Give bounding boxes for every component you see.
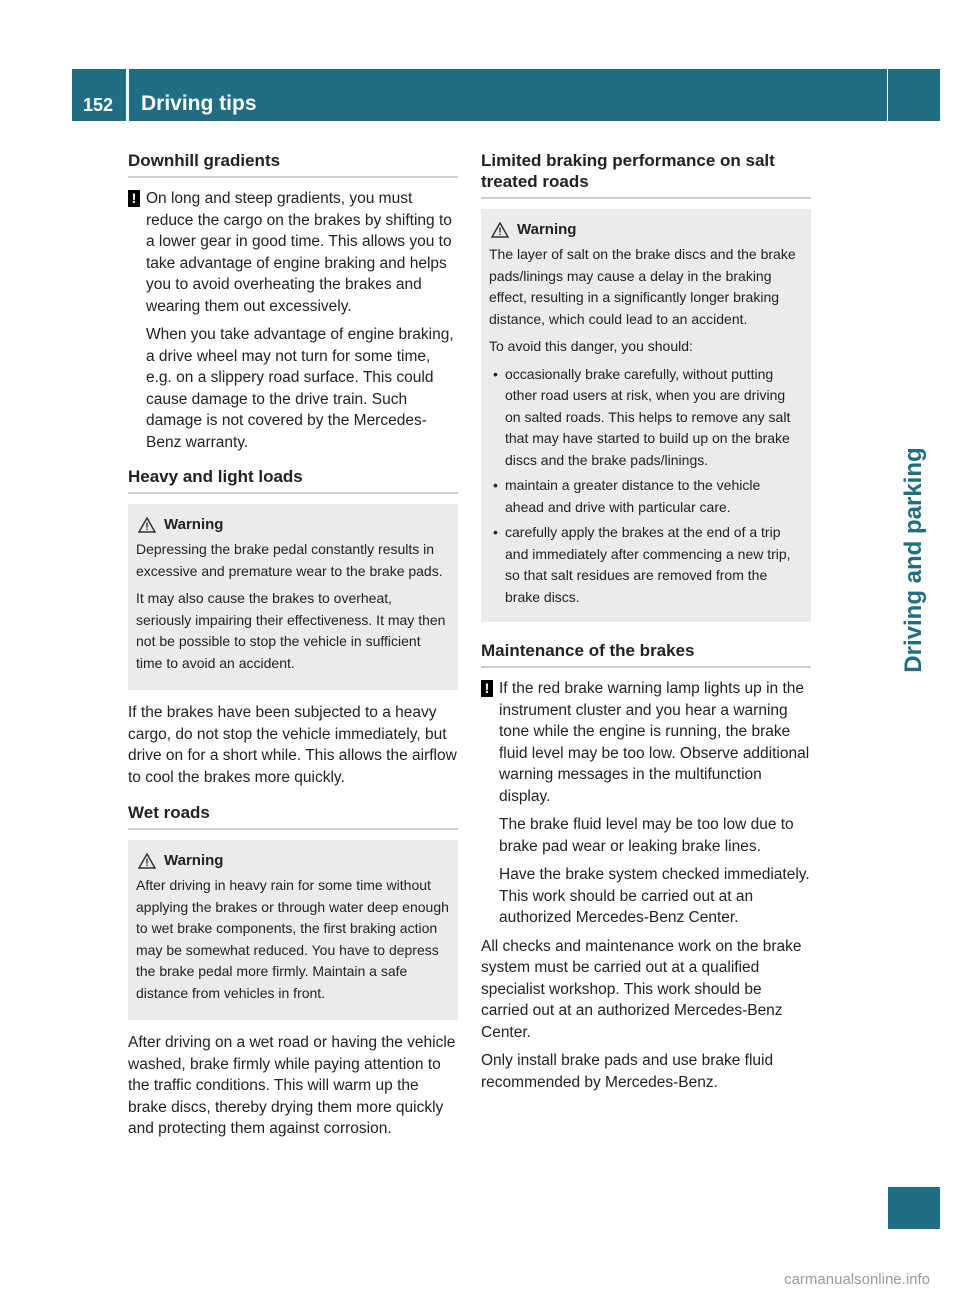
warning-box: [481, 209, 811, 622]
warning-header: [489, 221, 803, 238]
body-paragraph: After driving on a wet road or having the vehicle washed, brake firmly while paying attention to the traffic conditions. This will warm up the brake discs, thereby drying them more quickly and protecting them against corrosion.: [128, 1034, 456, 1137]
warning-triangle-icon: [491, 222, 509, 238]
warning-title: Warning: [164, 516, 224, 533]
warning-title: Warning: [517, 221, 577, 238]
note-paragraph: If the red brake warning lamp lights up in the instrument cluster and you hear a warning tone while the engine is running, the brake fluid level may be too low. Observe additional warning messages in the multifunction display.: [499, 680, 810, 805]
watermark: carmanualsonline.info: [784, 1271, 930, 1288]
list-item: • carefully apply the brakes at the end of a trip and immediately after commencing a new trip, so that salt residues are removed from the brake discs.: [489, 522, 803, 608]
right-column: [481, 150, 811, 1100]
page-title: Driving tips: [141, 92, 257, 115]
header-divider: [126, 69, 129, 121]
body-paragraph: Only install brake pads and use brake fluid recommended by Mercedes-Benz.: [481, 1052, 774, 1091]
warning-text: To avoid this danger, you should:: [489, 338, 693, 354]
page-number: 152: [82, 95, 114, 115]
caution-note: [481, 678, 811, 936]
section-heading-salt: Limited braking performance on salt treated roads: [481, 150, 811, 199]
section-heading-wet: Wet roads: [128, 802, 458, 830]
note-paragraph: When you take advantage of engine braking, a drive wheel may not turn for some time, e.g. on a slippery road surface. This could cause damage to the drive train. Such damage is not covered by the Mercedes-Benz warranty.: [146, 326, 454, 451]
body-paragraph: All checks and maintenance work on the brake system must be carried out at a qualified specialist workshop. This work should be carried out at an authorized Mercedes-Benz Center.: [481, 937, 802, 1041]
side-tab-bottom: [888, 1187, 940, 1229]
section-heading-downhill: Downhill gradients: [128, 150, 458, 178]
caution-note: [128, 188, 458, 460]
note-paragraph: The brake fluid level may be too low due to brake pad wear or leaking brake lines.: [499, 816, 794, 855]
warning-header: [136, 852, 450, 869]
section-heading-loads: Heavy and light loads: [128, 466, 458, 494]
warning-text: Depressing the brake pedal constantly results in excessive and premature wear to the brake pads.: [136, 541, 443, 579]
list-item: • occasionally brake carefully, without putting other road users at risk, when you are driving on salted roads. This helps to remove any salt that may have started to build up on the brake discs and the brake pads/linings.: [489, 364, 803, 472]
left-column: [128, 150, 458, 1147]
bullet-list: [489, 364, 803, 609]
warning-title: Warning: [164, 852, 224, 869]
warning-text: It may also cause the brakes to overheat, seriously impairing their effectiveness. It may then not be possible to stop the vehicle in sufficient time to avoid an accident.: [136, 590, 446, 671]
warning-triangle-icon: [138, 853, 156, 869]
page-header: [72, 69, 887, 121]
note-paragraph: On long and steep gradients, you must reduce the cargo on the brakes by shifting to a lower gear in good time. This allows you to take advantage of engine braking and helps you to avoid overheating the brakes and wearing them out excessively.: [146, 190, 452, 315]
side-tab-top: [888, 69, 940, 121]
exclamation-icon: !: [481, 680, 493, 697]
note-paragraph: Have the brake system checked immediately. This work should be carried out at an authorized Mercedes-Benz Center.: [499, 866, 810, 926]
body-paragraph: If the brakes have been subjected to a heavy cargo, do not stop the vehicle immediately, but drive on for a short while. This allows the airflow to cool the brakes more quickly.: [128, 704, 457, 786]
warning-box: [128, 504, 458, 690]
exclamation-icon: !: [128, 190, 140, 207]
list-item: • maintain a greater distance to the vehicle ahead and drive with particular care.: [489, 475, 803, 518]
section-heading-maintenance: Maintenance of the brakes: [481, 640, 811, 668]
warning-text: The layer of salt on the brake discs and the brake pads/linings may cause a delay in the braking effect, resulting in a significantly longer braking distance, which could lead to an accident.: [489, 246, 796, 327]
chapter-tab-label: Driving and parking: [900, 447, 927, 673]
warning-box: [128, 840, 458, 1020]
warning-header: [136, 516, 450, 533]
warning-text: After driving in heavy rain for some time without applying the brakes or through water deep enough to wet brake components, the first braking action may be somewhat reduced. You have to depress the brake pedal more firmly. Maintain a safe distance from vehicles in front.: [136, 877, 449, 1001]
warning-triangle-icon: [138, 517, 156, 533]
